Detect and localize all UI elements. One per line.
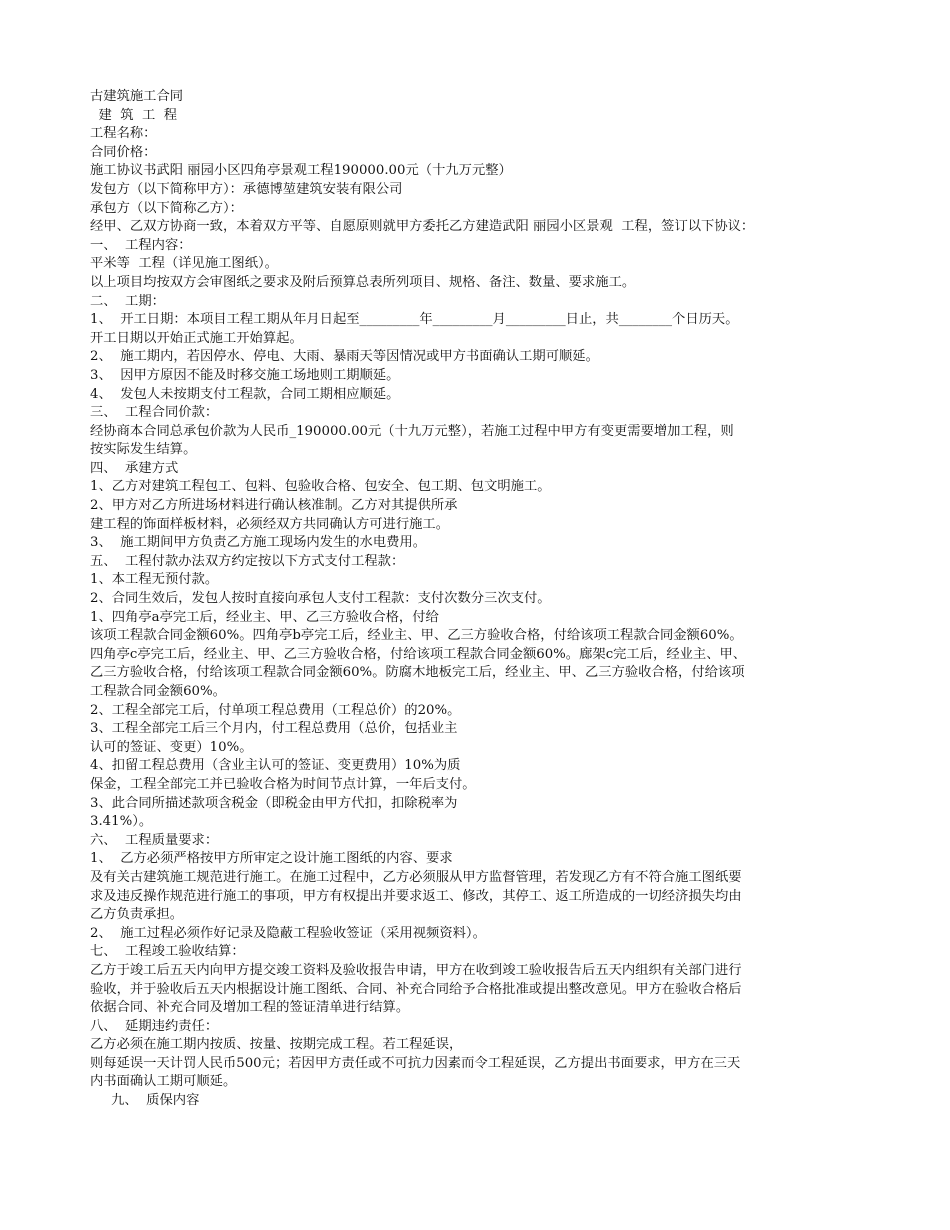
document-line: 建 筑 工 程	[90, 107, 178, 123]
document-line: 依据合同、补充合同及增加工程的签证清单进行结算。	[90, 1000, 410, 1016]
document-line: 2、 施工期内，若因停水、停电、大雨、暴雨天等因情况或甲方书面确认工期可顺延。	[90, 349, 599, 365]
document-line: 2、工程全部完工后，付单项工程总费用（工程总价）的20%。	[90, 702, 461, 718]
document-line: 求及违反操作规范进行施工的事项，甲方有权提出并要求返工、修改，其停工、返工所造成的一切经济损失均由	[90, 888, 742, 904]
document-line: 工程名称：	[90, 126, 157, 142]
document-line: 1、乙方对建筑工程包工、包料、包验收合格、包安全、包工期、包文明施工。	[90, 479, 551, 495]
document-line: 保金，工程全部完工并已验收合格为时间节点计算，一年后支付。	[90, 776, 476, 792]
document-line: 以上项目均按双方会审图纸之要求及附后预算总表所列项目、规格、备注、数量、要求施工。	[90, 274, 636, 290]
document-line: 则每延误一天计罚人民币500元；若因甲方责任或不可抗力因素而令工程延误，乙方提出书面要求，甲方在三天	[90, 1055, 741, 1071]
document-line: 五、 工程付款办法双方约定按以下方式支付工程款：	[90, 553, 405, 569]
document-line: 建工程的饰面样板材料，必须经双方共同确认方可进行施工。	[90, 516, 450, 532]
document-line: 按实际发生结算。	[90, 442, 197, 458]
document-line: 三、 工程合同价款：	[90, 405, 219, 421]
document-line: 乙方必须在施工期内按质、按量、按期完成工程。若工程延误，	[90, 1037, 463, 1053]
document-line: 一、 工程内容：	[90, 237, 192, 253]
document-line: 九、 质保内容	[90, 1093, 200, 1109]
document-line: 内书面确认工期可顺延。	[90, 1074, 237, 1090]
document-line: 经协商本合同总承包价款为人民币_190000.00元（十九万元整），若施工过程中甲方有变更需要增加工程，则	[90, 423, 734, 439]
document-line: 四、 承建方式	[90, 460, 179, 476]
document-line: 七、 工程竣工验收结算：	[90, 944, 245, 960]
document-title: 古建筑施工合同	[90, 89, 184, 104]
document-line: 四角亭c亭完工后，经业主、甲、乙三方验收合格，付给该项工程款合同金额60%。廊架c完工后，经业主、甲、	[90, 646, 747, 662]
document-line: 2、甲方对乙方所进场材料进行确认核准制。乙方对其提供所承	[90, 498, 458, 514]
document-line: 承包方（以下简称乙方）：	[90, 200, 243, 216]
document-line: 1、四角亭a亭完工后，经业主、甲、乙三方验收合格，付给	[90, 609, 439, 625]
document-line: 3、此合同所描述款项含税金（即税金由甲方代扣，扣除税率为	[90, 795, 458, 811]
document-line: 3、工程全部完工后三个月内，付工程总费用（总价，包括业主	[90, 721, 458, 737]
document-line: 认可的签证、变更）10%。	[90, 739, 253, 755]
document-line: 经甲、乙双方协商一致，本着双方平等、自愿原则就甲方委托乙方建造武阳 丽园小区景观 工程，签订以下协议：	[90, 219, 755, 235]
document-line: 该项工程款合同金额60%。四角亭b亭完工后，经业主、甲、乙三方验收合格，付给该项工程款合同金额60%。	[90, 628, 743, 644]
document-line: 2、合同生效后，发包人按时直接向承包人支付工程款：支付次数分三次支付。	[90, 591, 551, 607]
document-line: 工程款合同金额60%。	[90, 684, 226, 699]
document-line: 3.41%）。	[90, 814, 153, 830]
document-line: 六、 工程质量要求：	[90, 832, 219, 848]
document-line: 二、 工期：	[90, 293, 165, 309]
document-line: 3、 施工期间甲方负责乙方施工现场内发生的水电费用。	[90, 535, 427, 551]
document-line: 2、 施工过程必须作好记录及隐蔽工程验收签证（采用视频资料）。	[90, 925, 486, 941]
contract-document	[90, 88, 870, 1111]
document-line: 乙三方验收合格，付给该项工程款合同金额60%。防腐木地板完工后，经业主、甲、乙三方验收合格，付给该项	[90, 665, 745, 681]
document-line: 合同价格：	[90, 144, 157, 160]
document-line: 发包方（以下简称甲方）：承德博堃建筑安装有限公司	[90, 181, 403, 197]
document-line: 开工日期以开始正式施工开始算起。	[90, 330, 303, 346]
document-line: 1、本工程无预付款。	[90, 572, 219, 588]
document-line: 八、 延期违约责任：	[90, 1018, 219, 1034]
document-line: 验收，并于验收后五天内根据设计施工图纸、合同、补充合同给予合格批准或提出整改意见。甲方在验收合格后	[90, 981, 742, 997]
document-line: 乙方负责承担。	[90, 907, 184, 923]
document-line: 4、扣留工程总费用（含业主认可的签证、变更费用）10%为质	[90, 758, 461, 774]
document-line: 3、 因甲方原因不能及时移交施工场地则工期顺延。	[90, 367, 400, 383]
document-line: 4、 发包人未按期支付工程款，合同工期相应顺延。	[90, 386, 400, 402]
document-line: 施工协议书武阳 丽园小区四角亭景观工程190000.00元（十九万元整）	[90, 163, 512, 179]
document-line: 1、 开工日期：本项目工程工期从年月日起至_________年_________月_________日止，共________个日历天。	[90, 312, 739, 328]
document-line: 平米等 工程（详见施工图纸）。	[90, 256, 278, 272]
document-line: 1、 乙方必须严格按甲方所审定之设计施工图纸的内容、要求	[90, 851, 453, 867]
document-line: 乙方于竣工后五天内向甲方提交竣工资料及验收报告申请，甲方在收到竣工验收报告后五天内组织有关部门进行	[90, 962, 742, 978]
document-line: 及有关古建筑施工规范进行施工。在施工过程中，乙方必须服从甲方监督管理，若发现乙方有不符合施工图纸要	[90, 869, 742, 885]
